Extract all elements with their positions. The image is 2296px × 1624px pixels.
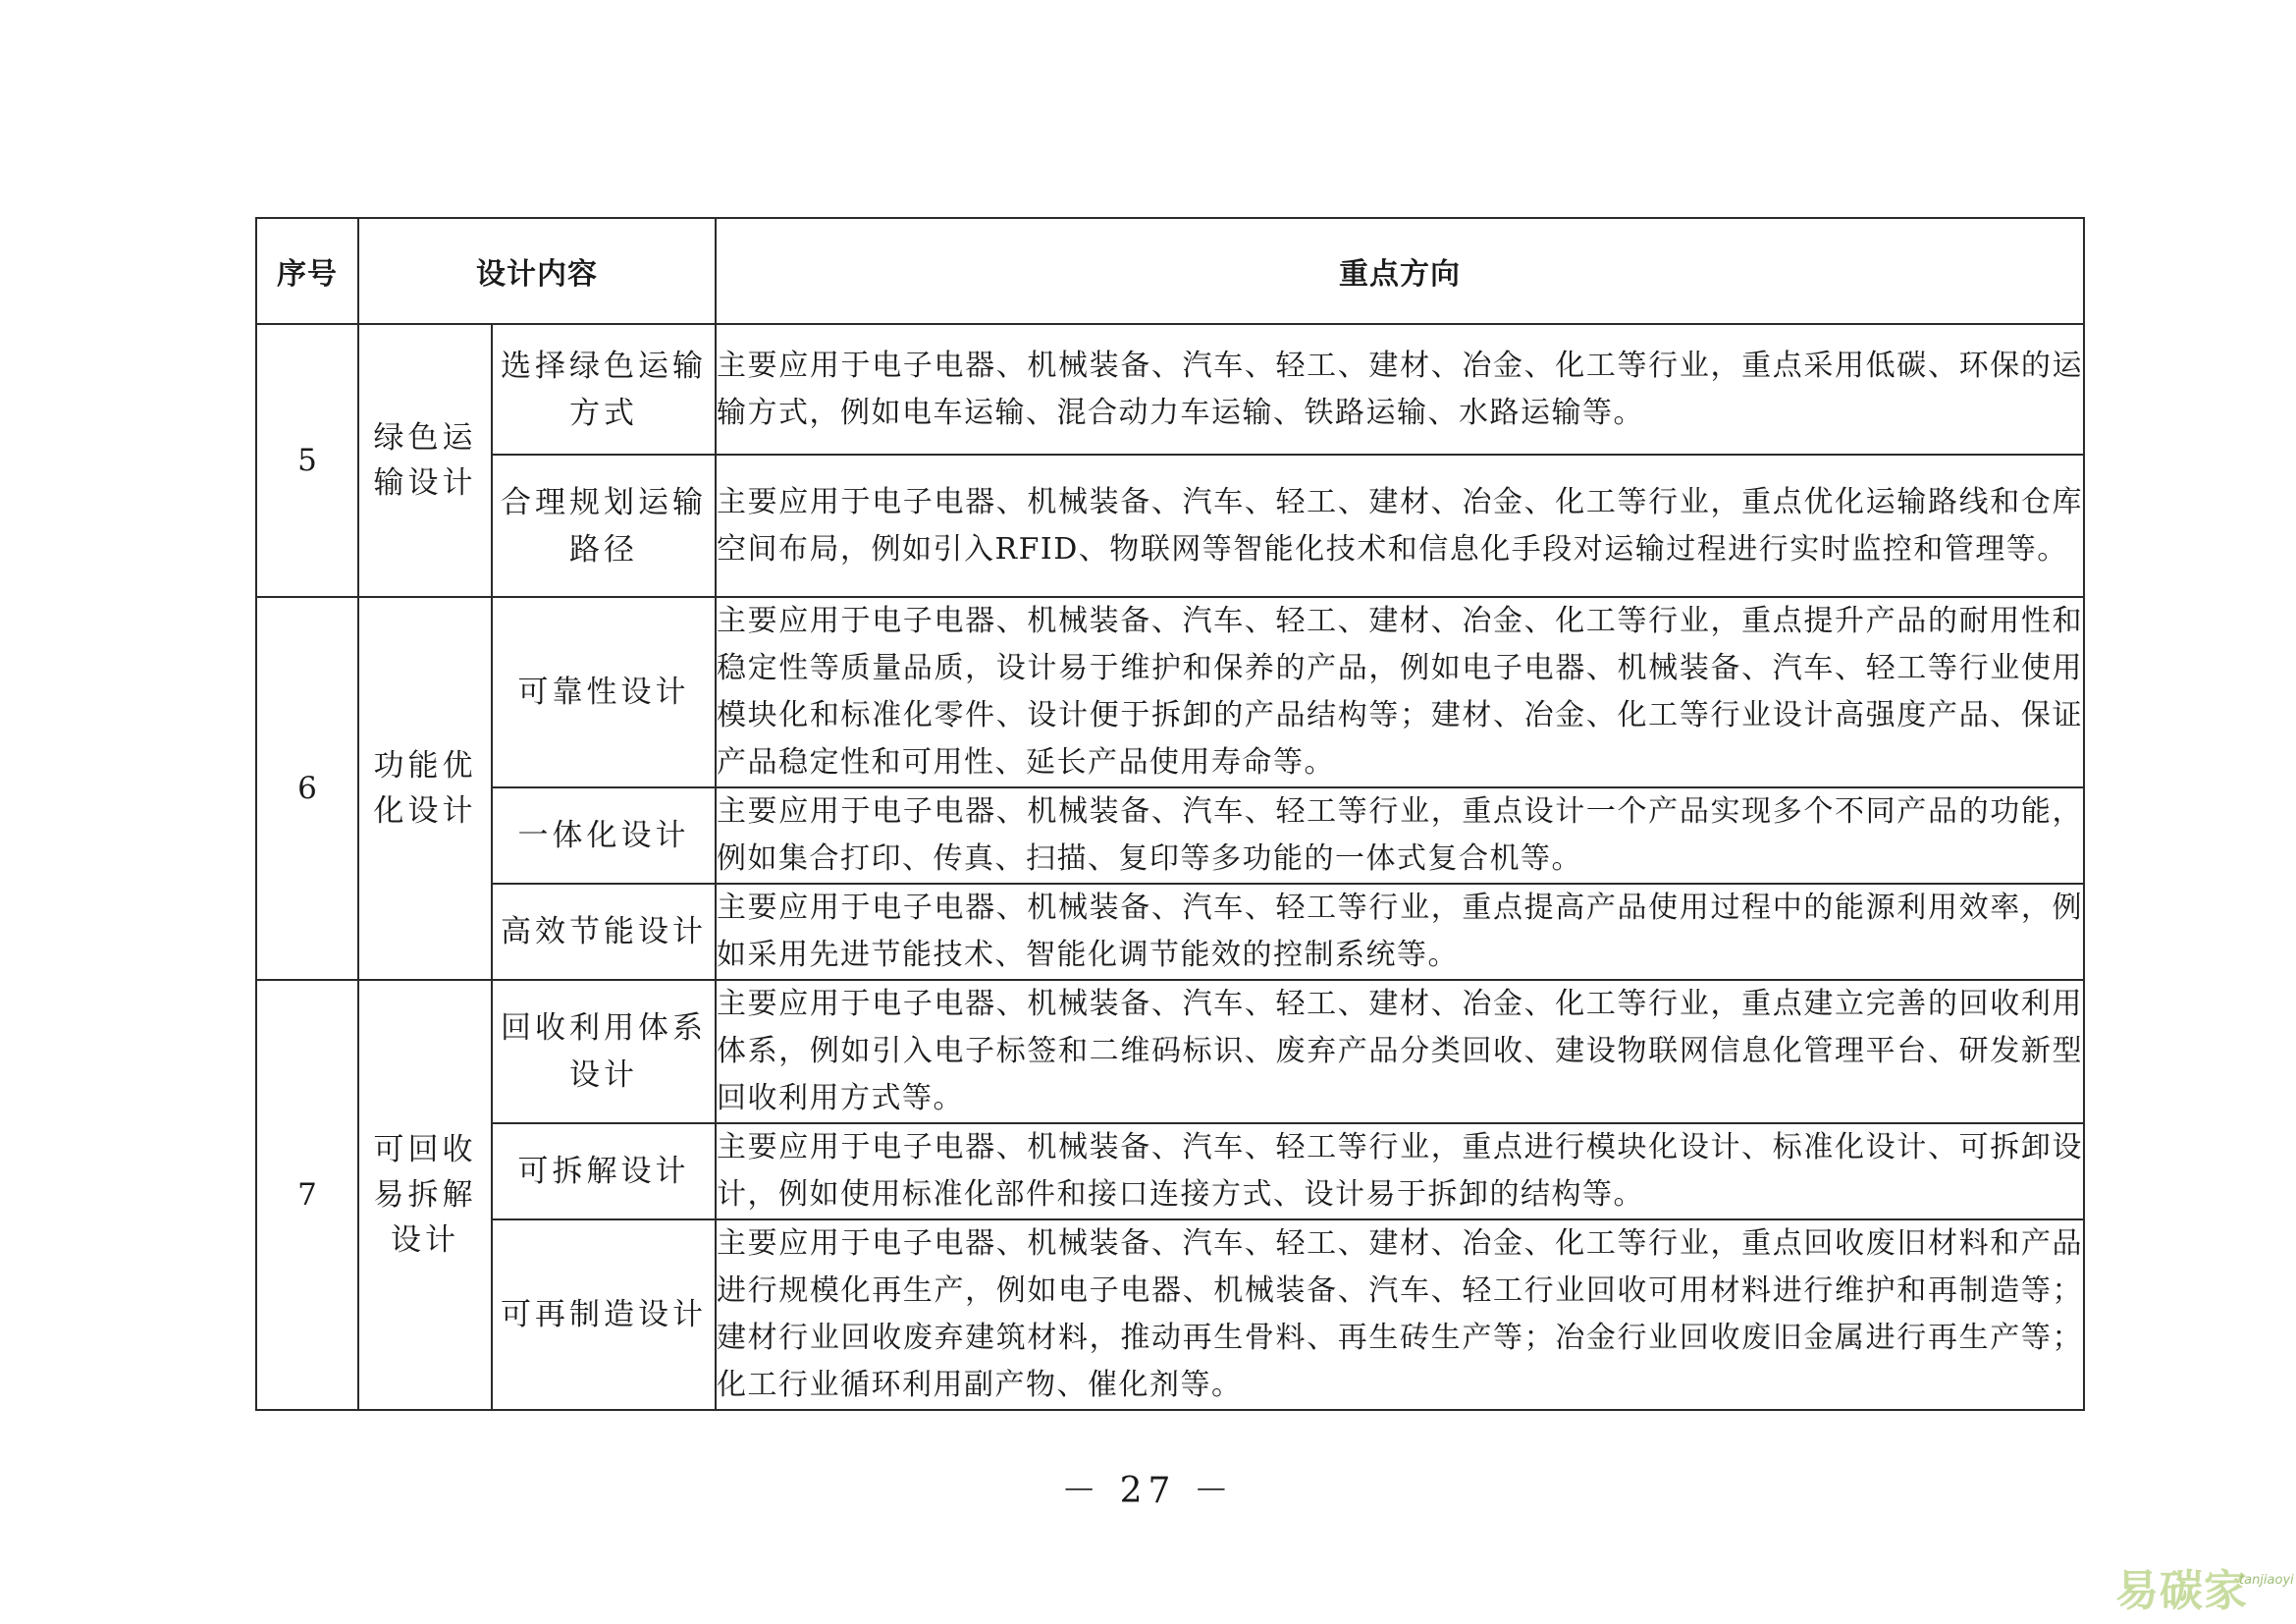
- watermark-text: 易碳家: [2115, 1566, 2248, 1616]
- table-row: [256, 980, 2084, 1123]
- row-index: 5: [256, 324, 358, 597]
- row-category: 绿色运输设计: [358, 324, 492, 597]
- row-category: 可回收易拆解设计: [358, 980, 492, 1410]
- table-row: [256, 787, 2084, 884]
- row-item: 可靠性设计: [492, 597, 716, 787]
- row-item: 可拆解设计: [492, 1123, 716, 1219]
- watermark-url: tanjiaoyi: [2239, 1573, 2294, 1588]
- watermark-logo: [2115, 1551, 2292, 1614]
- table-row: [256, 324, 2084, 455]
- row-item: 合理规划运输路径: [492, 455, 716, 597]
- row-index: 6: [256, 597, 358, 980]
- row-description: 主要应用于电子电器、机械装备、汽车、轻工等行业，重点进行模块化设计、标准化设计、可拆卸设计，例如使用标准化部件和接口连接方式、设计易于拆卸的结构等。: [716, 1123, 2084, 1219]
- row-description: 主要应用于电子电器、机械装备、汽车、轻工、建材、冶金、化工等行业，重点建立完善的回收利用体系，例如引入电子标签和二维码标识、废弃产品分类回收、建设物联网信息化管理平台、研发新型回收利用方式等。: [716, 980, 2084, 1123]
- row-item: 一体化设计: [492, 787, 716, 884]
- row-description: 主要应用于电子电器、机械装备、汽车、轻工、建材、冶金、化工等行业，重点采用低碳、环保的运输方式，例如电车运输、混合动力车运输、铁路运输、水路运输等。: [716, 324, 2084, 455]
- row-description: 主要应用于电子电器、机械装备、汽车、轻工、建材、冶金、化工等行业，重点优化运输路线和仓库空间布局，例如引入RFID、物联网等智能化技术和信息化手段对运输过程进行实时监控和管理等。: [716, 455, 2084, 597]
- table-row: [256, 455, 2084, 597]
- row-description: 主要应用于电子电器、机械装备、汽车、轻工、建材、冶金、化工等行业，重点提升产品的耐用性和稳定性等质量品质，设计易于维护和保养的产品，例如电子电器、机械装备、汽车、轻工等行业使用模块化和标准化零件、设计便于拆卸的产品结构等；建材、冶金、化工等行业设计高强度产品、保证产品稳定性和可用性、延长产品使用寿命等。: [716, 597, 2084, 787]
- table-row: [256, 884, 2084, 980]
- header-content: 设计内容: [358, 218, 716, 324]
- row-item: 回收利用体系设计: [492, 980, 716, 1123]
- row-description: 主要应用于电子电器、机械装备、汽车、轻工、建材、冶金、化工等行业，重点回收废旧材料和产品进行规模化再生产，例如电子电器、机械装备、汽车、轻工行业回收可用材料进行维护和再制造等；建材行业回收废弃建筑材料，推动再生骨料、再生砖生产等；冶金行业回收废旧金属进行再生产等；化工行业循环利用副产物、催化剂等。: [716, 1219, 2084, 1410]
- header-index: 序号: [256, 218, 358, 324]
- row-description: 主要应用于电子电器、机械装备、汽车、轻工等行业，重点提高产品使用过程中的能源利用效率，例如采用先进节能技术、智能化调节能效的控制系统等。: [716, 884, 2084, 980]
- header-focus: 重点方向: [716, 218, 2084, 324]
- page-number: － 27 －: [1061, 1471, 1235, 1511]
- row-description: 主要应用于电子电器、机械装备、汽车、轻工等行业，重点设计一个产品实现多个不同产品的功能，例如集合打印、传真、扫描、复印等多功能的一体式复合机等。: [716, 787, 2084, 884]
- table-row: [256, 597, 2084, 787]
- row-item: 可再制造设计: [492, 1219, 716, 1410]
- table-header-row: [256, 218, 2084, 324]
- row-item: 选择绿色运输方式: [492, 324, 716, 455]
- row-index: 7: [256, 980, 358, 1410]
- table-row: [256, 1123, 2084, 1219]
- row-category: 功能优化设计: [358, 597, 492, 980]
- design-table: [255, 217, 2085, 1411]
- row-item: 高效节能设计: [492, 884, 716, 980]
- table-row: [256, 1219, 2084, 1410]
